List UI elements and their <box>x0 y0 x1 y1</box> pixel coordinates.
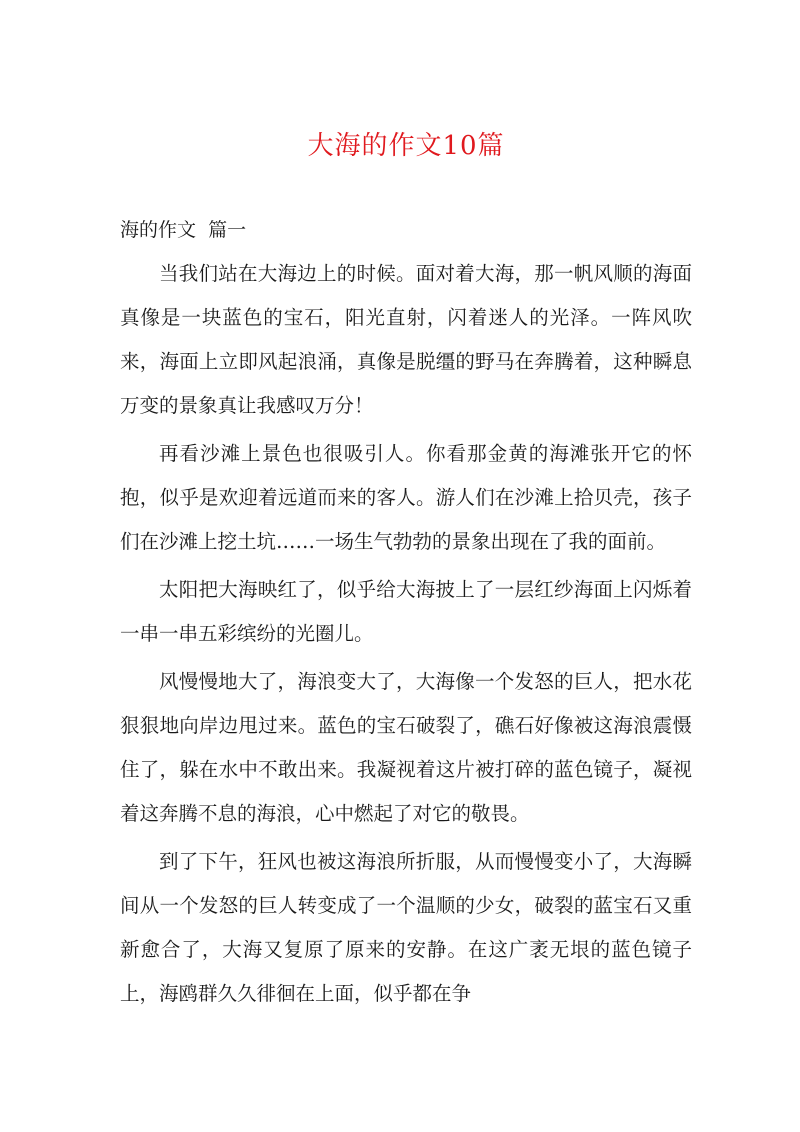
document-title: 大海的作文10篇 <box>307 131 505 161</box>
document-body <box>120 252 692 1016</box>
paragraph-4: 风慢慢地大了，海浪变大了，大海像一个发怒的巨人，把水花狠狠地向岸边甩过来。蓝色的宝石破裂了，礁石好像被这海浪震慑住了，躲在水中不敢出来。我凝视着这片被打碎的蓝色镜子，凝视着这奔腾不息的海浪，心中燃起了对它的敬畏。 <box>120 670 692 825</box>
paragraph-1: 当我们站在大海边上的时候。面对着大海，那一帆风顺的海面真像是一块蓝色的宝石，阳光直射，闪着迷人的光泽。一阵风吹来，海面上立即风起浪涌，真像是脱缰的野马在奔腾着，这种瞬息万变的景象真让我感叹万分！ <box>120 262 692 417</box>
paragraph-5: 到了下午，狂风也被这海浪所折服，从而慢慢变小了，大海瞬间从一个发怒的巨人转变成了一个温顺的少女，破裂的蓝宝石又重新愈合了，大海又复原了原来的安静。在这广袤无垠的蓝色镜子上，海鸥群久久徘徊在上面，似乎都在争 <box>120 850 692 1005</box>
paragraph-3: 太阳把大海映红了，似乎给大海披上了一层红纱海面上闪烁着一串一串五彩缤纷的光圈儿。 <box>120 578 692 645</box>
paragraph-2: 再看沙滩上景色也很吸引人。你看那金黄的海滩张开它的怀抱，似乎是欢迎着远道而来的客人。游人们在沙滩上拾贝壳，孩子们在沙滩上挖土坑……一场生气勃勃的景象出现在了我的面前。 <box>120 442 692 553</box>
section-heading: 海的作文 篇一 <box>120 219 247 241</box>
